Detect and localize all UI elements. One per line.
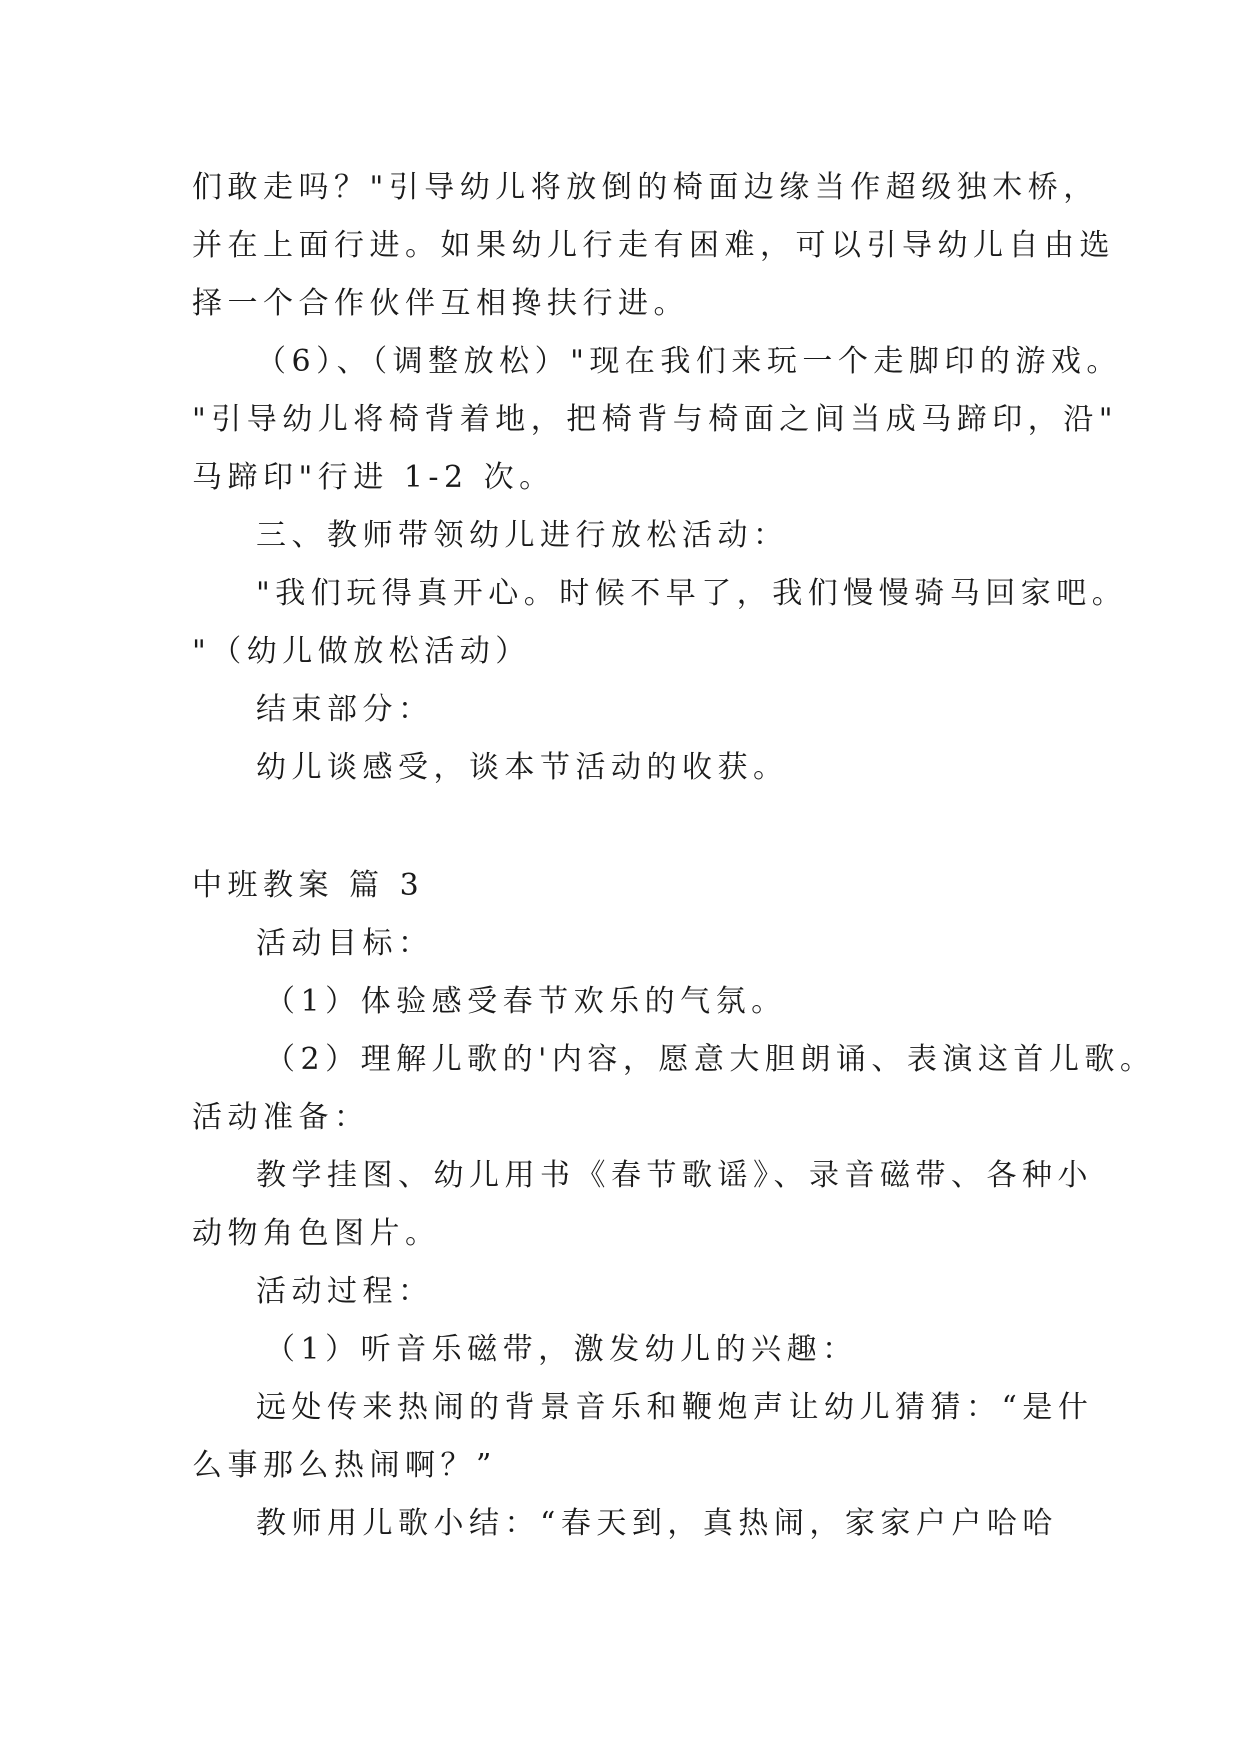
paragraph-line: "我们玩得真开心。时候不早了，我们慢慢骑马回家吧。 xyxy=(256,576,1128,611)
paragraph-line: 教师用儿歌小结：“春天到，真热闹，家家户户哈哈 xyxy=(256,1506,1058,1541)
paragraph-line: 幼儿谈感受，谈本节活动的收获。 xyxy=(256,750,789,785)
section-heading: 活动准备： xyxy=(192,1100,370,1135)
paragraph-line: 马蹄印"行进 1-2 次。 xyxy=(192,460,555,495)
section-heading: 结束部分： xyxy=(256,692,434,727)
list-item: （1）体验感受春节欢乐的气氛。 xyxy=(265,984,787,1019)
document-title: 中班教案 篇 3 xyxy=(192,868,425,903)
paragraph-line: 并在上面行进。如果幼儿行走有困难，可以引导幼儿自由选 xyxy=(192,228,1115,263)
list-item: （2）理解儿歌的'内容，愿意大胆朗诵、表演这首儿歌。 xyxy=(265,1042,1156,1077)
list-item: （1）听音乐磁带，激发幼儿的兴趣： xyxy=(265,1332,858,1367)
paragraph-line: "引导幼儿将椅背着地，把椅背与椅面之间当成马蹄印，沿" xyxy=(192,402,1119,437)
section-heading: 活动过程： xyxy=(256,1274,434,1309)
paragraph-line: "（幼儿做放松活动） xyxy=(192,634,531,669)
section-heading: 活动目标： xyxy=(256,926,434,961)
paragraph-line: （6）、（调整放松）"现在我们来玩一个走脚印的游戏。 xyxy=(256,344,1122,379)
paragraph-line: 动物角色图片。 xyxy=(192,1216,441,1251)
section-heading: 三、教师带领幼儿进行放松活动： xyxy=(256,518,789,553)
paragraph-line: 择一个合作伙伴互相搀扶行进。 xyxy=(192,286,689,321)
paragraph-line: 远处传来热闹的背景音乐和鞭炮声让幼儿猜猜：“是什 xyxy=(256,1390,1094,1425)
paragraph-line: 么事那么热闹啊？” xyxy=(192,1448,497,1483)
paragraph-line: 们敢走吗？"引导幼儿将放倒的椅面边缘当作超级独木桥， xyxy=(192,170,1099,205)
paragraph-line: 教学挂图、幼儿用书《春节歌谣》、录音磁带、各种小 xyxy=(256,1158,1093,1193)
